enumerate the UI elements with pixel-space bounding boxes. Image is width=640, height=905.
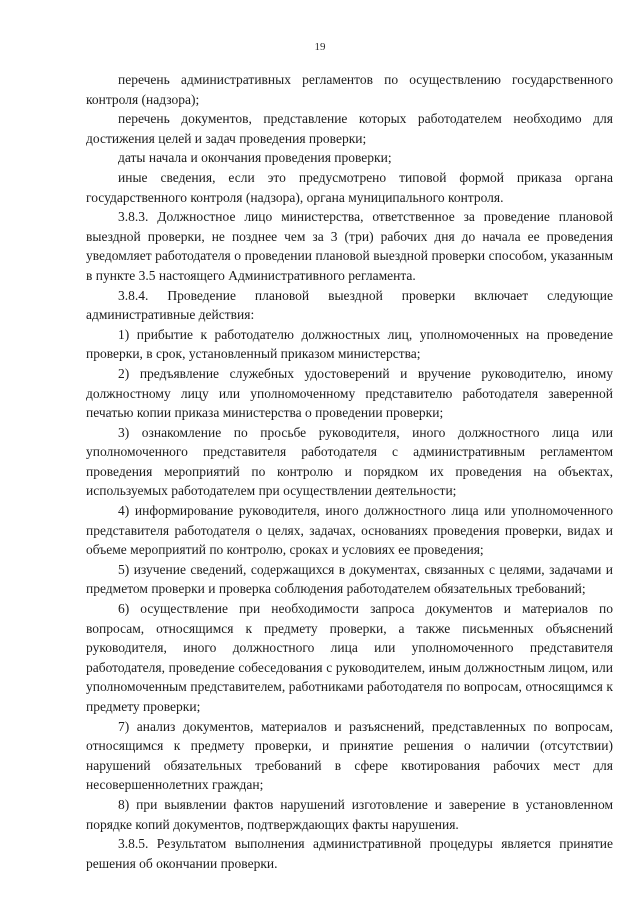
document-body [86, 70, 613, 873]
list-item-7: 7) анализ документов, материалов и разъяснений, представленных по вопросам, относящимся к предмету проверки, и принятие решения о наличии (отсутствии) нарушений обязательных требований в сфере квотирования рабочих мест для несовершеннолетних граждан; [86, 718, 613, 793]
list-item-5: 5) изучение сведений, содержащихся в документах, связанных с целями, задачами и предметом проверки и проверка соблюдения работодателем обязательных требований; [86, 561, 613, 597]
page-number: 19 [314, 41, 326, 53]
paragraph: даты начала и окончания проведения проверки; [118, 150, 392, 166]
list-item-4: 4) информирование руководителя, иного должностного лица или уполномоченного представителя работодателя о целях, задачах, основаниях проведения проверки, видах и объеме мероприятий по контролю, сроках и условиях ее проведения; [86, 503, 613, 558]
list-item-6: 6) осуществление при необходимости запроса документов и материалов по вопросам, относящимся к предмету проверки, а также письменных объяснений руководителя, иного должностного лица или уполномоченного представителя работодателя, проведение собеседования с руководителем, иным должностным лицом, или уполномоченным представителем, работниками работодателя по вопросам, относящимся к предмету проверки; [86, 601, 613, 714]
paragraph-3-8-4: 3.8.4. Проведение плановой выездной проверки включает следующие административные действия: [86, 287, 613, 323]
list-item-2: 2) предъявление служебных удостоверений и вручение руководителю, иному должностному лицу или уполномоченному представителю работодателя заверенной печатью копии приказа министерства о проведении проверки; [86, 365, 613, 421]
paragraph-3-8-5: 3.8.5. Результатом выполнения административной процедуры является принятие решения об окончании проверки. [86, 836, 613, 871]
paragraph: перечень документов, представление которых работодателем необходимо для достижения целей и задач проведения проверки; [86, 111, 613, 146]
paragraph: иные сведения, если это предусмотрено типовой формой приказа органа государственного контроля (надзора), органа муниципального контроля. [86, 169, 613, 205]
list-item-3: 3) ознакомление по просьбе руководителя, иного должностного лица или уполномоченного представителя работодателя с административным регламентом проведения мероприятий по контролю и порядком их проведения на объектах, используемых работодателем при осуществлении деятельности; [86, 424, 613, 499]
paragraph: перечень административных регламентов по осуществлению государственного контроля (надзора); [86, 72, 613, 107]
list-item-1: 1) прибытие к работодателю должностных лиц, уполномоченных на проведение проверки, в срок, установленный приказом министерства; [86, 326, 613, 362]
paragraph-3-8-3: 3.8.3. Должностное лицо министерства, ответственное за проведение плановой выездной проверки, не позднее чем за 3 (три) рабочих дня до начала ее проведения уведомляет работодателя о проведении плановой выездной проверки способом, указанным в пункте 3.5 настоящего Административного регламента. [86, 209, 613, 283]
list-item-8: 8) при выявлении фактов нарушений изготовление и заверение в установленном порядке копий документов, подтверждающих факты нарушения. [86, 796, 613, 832]
